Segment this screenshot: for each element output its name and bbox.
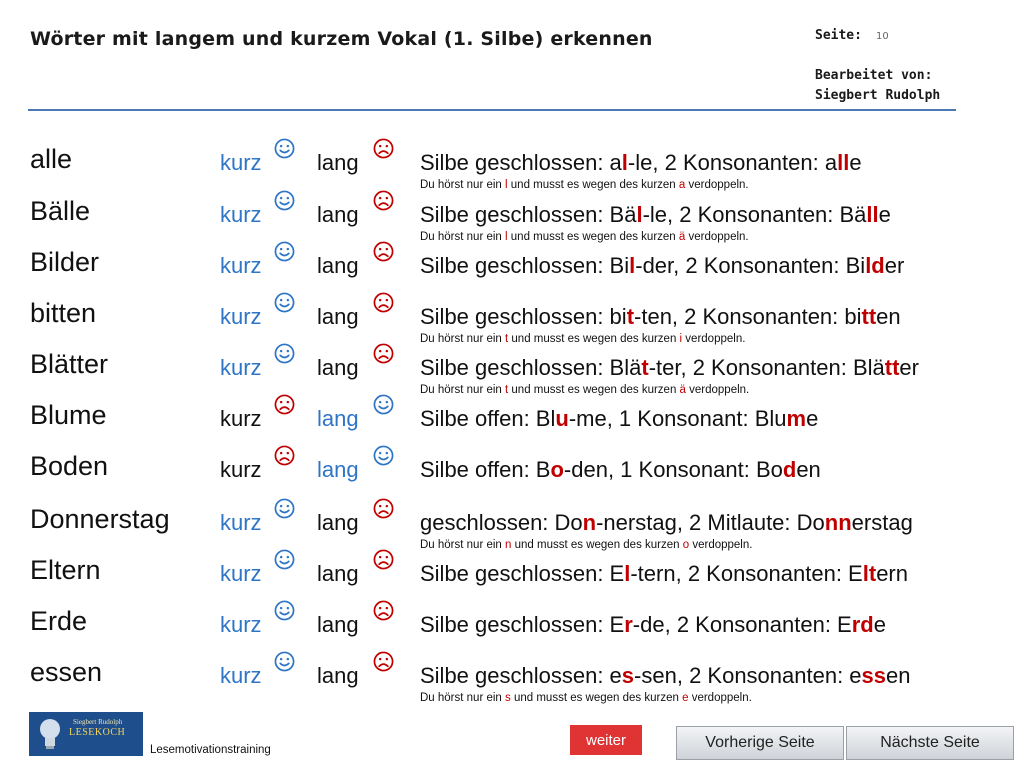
hint-text: und musst es wegen des kurzen <box>507 179 679 191</box>
highlighted-letters: l <box>629 253 636 278</box>
frown-icon <box>373 138 394 159</box>
word-row <box>0 196 1024 248</box>
footer-label: Lesemotivationstraining <box>150 744 271 756</box>
highlighted-letters: l <box>636 202 643 227</box>
doubling-hint <box>420 231 749 243</box>
smiley-icon <box>274 498 295 519</box>
smiley-icon <box>274 292 295 313</box>
highlighted-letters: l <box>624 561 631 586</box>
doubling-hint <box>420 384 749 396</box>
explanation-text: -nerstag, 2 Mitlaute: Do <box>596 510 825 535</box>
syllable-explanation <box>420 253 904 279</box>
highlighted-letters: ld <box>865 253 885 278</box>
page-number: 10 <box>875 31 889 42</box>
weiter-button[interactable]: weiter <box>570 725 642 755</box>
explanation-text: Silbe offen: B <box>420 457 551 482</box>
explanation-text: Silbe geschlossen: Bi <box>420 253 630 278</box>
highlighted-letters: r <box>624 612 633 637</box>
highlighted-letters: n <box>582 510 597 535</box>
doubling-hint <box>420 692 752 704</box>
kurz-option[interactable]: kurz <box>220 663 262 688</box>
logo-author: Siegbert Rudolph <box>73 718 123 726</box>
hint-text: und musst es wegen des kurzen <box>508 384 680 396</box>
frown-icon <box>274 445 295 466</box>
highlighted-letter: a <box>678 179 686 191</box>
lang-option[interactable]: lang <box>317 304 359 329</box>
explanation-text: -me, 1 Konsonant: Blu <box>568 406 787 431</box>
highlighted-letter: o <box>682 539 690 551</box>
page-title: Wörter mit langem und kurzem Vokal (1. Silbe) erkennen <box>30 28 653 50</box>
previous-page-button[interactable]: Vorherige Seite <box>676 726 844 760</box>
frown-icon <box>373 651 394 672</box>
word-label: Blume <box>30 400 107 430</box>
hint-text: verdoppeln. <box>682 333 746 345</box>
smiley-icon <box>274 241 295 262</box>
highlighted-letter: l <box>505 231 508 243</box>
frown-icon <box>373 549 394 570</box>
word-row <box>0 144 1024 196</box>
smiley-icon <box>274 549 295 570</box>
frown-icon <box>373 292 394 313</box>
explanation-text: -sen, 2 Konsonanten: e <box>634 663 862 688</box>
highlighted-letter: n <box>505 539 512 551</box>
explanation-text: Silbe geschlossen: E <box>420 561 625 586</box>
highlighted-letters: ll <box>837 150 850 175</box>
hint-text: Du hörst nur ein <box>420 539 506 551</box>
highlighted-letter: ä <box>678 231 686 243</box>
doubling-hint <box>420 333 745 345</box>
highlighted-letters: d <box>782 457 797 482</box>
frown-icon <box>373 600 394 621</box>
explanation-text: Silbe geschlossen: Blä <box>420 355 642 380</box>
highlighted-letters: t <box>626 304 635 329</box>
kurz-option[interactable]: kurz <box>220 561 262 586</box>
hint-text: Du hörst nur ein <box>420 179 506 191</box>
word-row <box>0 657 1024 709</box>
highlighted-letters: rd <box>851 612 874 637</box>
explanation-text: e <box>849 150 862 175</box>
lightbulb-icon <box>35 716 65 752</box>
word-label: Donnerstag <box>30 504 170 534</box>
syllable-explanation <box>420 355 919 381</box>
lang-option[interactable]: lang <box>317 561 359 586</box>
edited-label: Bearbeitet von: <box>815 68 933 83</box>
smiley-icon <box>274 190 295 211</box>
highlighted-letter: i <box>679 333 683 345</box>
doubling-hint <box>420 179 749 191</box>
highlighted-letters: m <box>786 406 807 431</box>
highlighted-letters: l <box>621 150 628 175</box>
syllable-explanation <box>420 304 901 330</box>
hint-text: verdoppeln. <box>688 692 752 704</box>
frown-icon <box>373 498 394 519</box>
word-row <box>0 504 1024 556</box>
highlighted-letters: u <box>555 406 569 431</box>
hint-text: verdoppeln. <box>685 231 749 243</box>
syllable-explanation <box>420 406 818 432</box>
kurz-option[interactable]: kurz <box>220 406 262 431</box>
kurz-option[interactable]: kurz <box>220 612 262 637</box>
kurz-option[interactable]: kurz <box>220 253 262 278</box>
syllable-explanation <box>420 510 913 536</box>
highlighted-letter: e <box>682 692 689 704</box>
frown-icon <box>373 343 394 364</box>
explanation-text: ern <box>876 561 908 586</box>
word-label: Blätter <box>30 349 109 379</box>
frown-icon <box>373 190 394 211</box>
hint-text: verdoppeln. <box>685 179 749 191</box>
explanation-text: en <box>886 663 911 688</box>
kurz-option[interactable]: kurz <box>220 202 262 227</box>
word-label: Bilder <box>30 247 100 277</box>
kurz-option[interactable]: kurz <box>220 457 262 482</box>
explanation-text: -de, 2 Konsonanten: E <box>632 612 852 637</box>
highlighted-letters: lt <box>862 561 877 586</box>
author-name: Siegbert Rudolph <box>815 88 941 103</box>
highlighted-letter: ä <box>679 384 686 396</box>
highlighted-letters: s <box>621 663 635 688</box>
explanation-text: e <box>806 406 819 431</box>
syllable-explanation <box>420 612 886 638</box>
explanation-text: Silbe geschlossen: Bä <box>420 202 637 227</box>
hint-text: und musst es wegen des kurzen <box>510 692 683 704</box>
word-label: Bälle <box>30 196 91 226</box>
lang-option[interactable]: lang <box>317 612 359 637</box>
lang-option[interactable]: lang <box>317 202 359 227</box>
highlighted-letters: tt <box>884 355 900 380</box>
word-label: alle <box>30 144 73 174</box>
highlighted-letter: s <box>505 692 511 704</box>
word-label: Erde <box>30 606 88 636</box>
lang-option[interactable]: lang <box>317 510 359 535</box>
word-row <box>0 349 1024 401</box>
hint-text: Du hörst nur ein <box>420 333 506 345</box>
explanation-text: Silbe geschlossen: E <box>420 612 625 637</box>
word-label: bitten <box>30 298 97 328</box>
explanation-text: -ten, 2 Konsonanten: bi <box>634 304 862 329</box>
highlighted-letters: ll <box>866 202 879 227</box>
hint-text: Du hörst nur ein <box>420 692 506 704</box>
explanation-text: Silbe offen: Bl <box>420 406 556 431</box>
syllable-explanation <box>420 561 908 587</box>
highlighted-letters: ss <box>861 663 887 688</box>
explanation-text: -der, 2 Konsonanten: Bi <box>635 253 866 278</box>
word-label: Boden <box>30 451 109 481</box>
lang-option[interactable]: lang <box>317 406 359 431</box>
edited-by-block <box>815 66 940 106</box>
word-row <box>0 555 1024 607</box>
explanation-text: geschlossen: Do <box>420 510 583 535</box>
hint-text: verdoppeln. <box>685 384 750 396</box>
frown-icon <box>373 241 394 262</box>
syllable-explanation <box>420 457 821 483</box>
next-page-button[interactable]: Nächste Seite <box>846 726 1014 760</box>
explanation-text: er <box>884 253 905 278</box>
explanation-text: -den, 1 Konsonant: Bo <box>563 457 783 482</box>
kurz-option[interactable]: kurz <box>220 510 262 535</box>
highlighted-letters: o <box>550 457 564 482</box>
frown-icon <box>274 394 295 415</box>
explanation-text: er <box>899 355 919 380</box>
smiley-icon <box>274 600 295 621</box>
hint-text: Du hörst nur ein <box>420 231 506 243</box>
lang-option[interactable]: lang <box>317 253 359 278</box>
highlighted-letter: l <box>505 179 508 191</box>
logo-brand: LESEKOCH <box>69 727 126 738</box>
syllable-explanation <box>420 663 911 689</box>
syllable-explanation <box>420 150 862 176</box>
highlighted-letters: nn <box>824 510 852 535</box>
kurz-option[interactable]: kurz <box>220 150 262 175</box>
explanation-text: e <box>873 612 886 637</box>
lang-option[interactable]: lang <box>317 663 359 688</box>
hint-text: und musst es wegen des kurzen <box>508 333 680 345</box>
smiley-icon <box>373 394 394 415</box>
syllable-explanation <box>420 202 891 228</box>
explanation-text: -le, 2 Konsonanten: a <box>627 150 838 175</box>
smiley-icon <box>274 651 295 672</box>
word-row <box>0 247 1024 299</box>
lesekoch-logo <box>29 712 143 756</box>
explanation-text: -le, 2 Konsonanten: Bä <box>642 202 867 227</box>
smiley-icon <box>373 445 394 466</box>
hint-text: verdoppeln. <box>689 539 753 551</box>
explanation-text: en <box>796 457 821 482</box>
word-row <box>0 451 1024 503</box>
word-label: essen <box>30 657 103 687</box>
explanation-text: -tern, 2 Konsonanten: E <box>630 561 863 586</box>
explanation-text: -ter, 2 Konsonanten: Blä <box>648 355 885 380</box>
explanation-text: en <box>876 304 901 329</box>
doubling-hint <box>420 539 752 551</box>
highlighted-letters: t <box>641 355 649 380</box>
lang-option[interactable]: lang <box>317 355 359 380</box>
highlighted-letter: t <box>505 333 509 345</box>
hint-text: und musst es wegen des kurzen <box>511 539 683 551</box>
word-row <box>0 400 1024 452</box>
explanation-text: Silbe geschlossen: e <box>420 663 622 688</box>
lang-option[interactable]: lang <box>317 457 359 482</box>
smiley-icon <box>274 138 295 159</box>
explanation-text: erstag <box>851 510 913 535</box>
highlighted-letter: t <box>505 384 509 396</box>
page-label: Seite: <box>815 28 862 43</box>
explanation-text: e <box>878 202 891 227</box>
kurz-option[interactable]: kurz <box>220 304 262 329</box>
explanation-text: Silbe geschlossen: bi <box>420 304 627 329</box>
lang-option[interactable]: lang <box>317 150 359 175</box>
highlighted-letters: tt <box>861 304 877 329</box>
hint-text: Du hörst nur ein <box>420 384 506 396</box>
smiley-icon <box>274 343 295 364</box>
header-divider <box>28 109 956 111</box>
explanation-text: Silbe geschlossen: a <box>420 150 622 175</box>
word-row <box>0 606 1024 658</box>
word-label: Eltern <box>30 555 101 585</box>
page-number-block <box>815 28 889 43</box>
word-row <box>0 298 1024 350</box>
hint-text: und musst es wegen des kurzen <box>507 231 679 243</box>
kurz-option[interactable]: kurz <box>220 355 262 380</box>
